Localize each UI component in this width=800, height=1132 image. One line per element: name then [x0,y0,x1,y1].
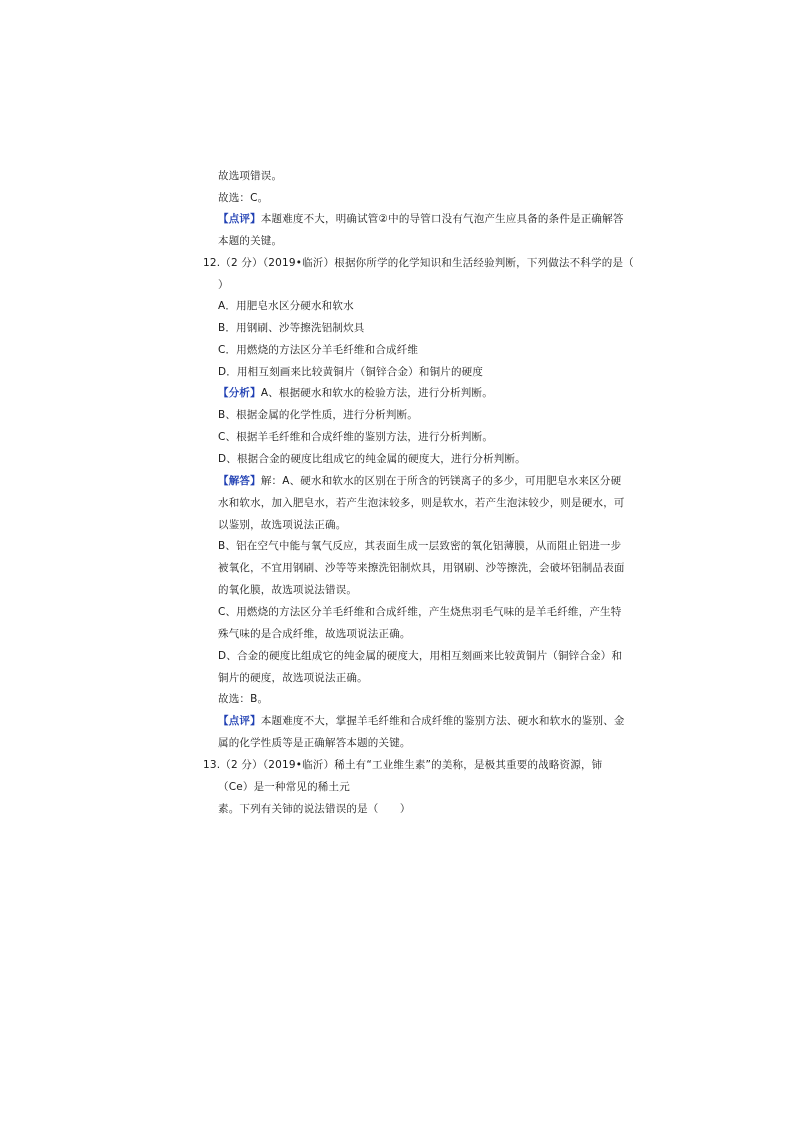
question-12-option-d: D．用相互刻画来比较黄铜片（铜锌合金）和铜片的硬度 [218,366,484,378]
comment-line-1 [218,714,625,728]
prev-comment-line-1 [218,212,624,226]
analysis-line-b: B、根据金属的化学性质，进行分析判断。 [218,409,419,421]
analysis-line-c: C、根据羊毛纤维和合成纤维的鉴别方法，进行分析判断。 [218,431,494,443]
comment-line-2: 属的化学性质等是正确解答本题的关键。 [218,737,411,749]
question-12-option-b: B．用钢刷、沙等擦洗铝制炊具 [218,322,365,334]
question-12-option-c: C．用燃烧的方法区分羊毛纤维和合成纤维 [218,344,419,356]
prev-comment-line-2: 本题的关键。 [218,235,283,247]
analysis-text: A、根据硬水和软水的检验方法，进行分析判断。 [260,387,493,399]
question-13-stem-2: （Ce）是一种常见的稀土元 [218,781,350,793]
answer-line-5: 被氧化，不宜用钢刷、沙等等来擦洗铝制炊具，用钢刷、沙等擦洗，会破坏铝制品表面 [218,562,625,574]
comment-text: 本题难度不大，掌握羊毛纤维和合成纤维的鉴别方法、硬水和软水的鉴别、金 [260,715,625,727]
answer-line-8: 殊气味的是合成纤维，故选项说法正确。 [218,628,411,640]
question-13-stem: 13.（2 分）（2019•临沂）稀土有“工业维生素”的美称，是极其重要的战略资源，铈 [203,759,603,771]
answer-line-6: 的氧化膜，故选项说法错误。 [218,584,358,596]
answer-line-2: 水和软水，加入肥皂水，若产生泡沫较多，则是软水，若产生泡沫较少，则是硬水，可 [218,497,625,509]
question-13-stem-3: 素。下列有关铈的说法错误的是（ ） [218,803,411,815]
answer-line-9: D、合金的硬度比组成它的纯金属的硬度大，用相互刻画来比较黄铜片（铜锌合金）和 [218,650,623,662]
answer-line-1 [218,474,621,488]
comment-tag: 【点评】 [218,715,261,727]
comment-text: 本题难度不大，明确试管②中的导管口没有气泡产生应具备的条件是正确解答 [260,213,624,225]
answer-line-10: 铜片的硬度，故选项说法正确。 [218,672,368,684]
prev-answer-choice: 故选：C。 [218,192,269,204]
answer-tag: 【解答】 [218,475,261,487]
analysis-tag: 【分析】 [218,387,261,399]
comment-tag: 【点评】 [218,213,261,225]
answer-line-3: 以鉴别，故选项说法正确。 [218,519,347,531]
answer-line-7: C、用燃烧的方法区分羊毛纤维和合成纤维，产生烧焦羽毛气味的是羊毛纤维，产生特 [218,606,622,618]
prev-answer-line-1: 故选项错误。 [218,170,283,182]
answer-line-4: B、铝在空气中能与氧气反应，其表面生成一层致密的氧化铝薄膜，从而阻止铝进一步 [218,540,622,552]
answer-text: 解：A、硬水和软水的区别在于所含的钙镁离子的多少，可用肥皂水来区分硬 [260,475,622,487]
question-12-stem-end: ） [218,279,229,291]
analysis-line-d: D、根据合金的硬度比组成它的纯金属的硬度大，进行分析判断。 [218,453,526,465]
question-12-option-a: A．用肥皂水区分硬水和软水 [218,300,354,312]
question-12-stem: 12.（2 分）（2019•临沂）根据你所学的化学知识和生活经验判断，下列做法不科学的是（ [203,257,634,269]
analysis-line-a [218,386,493,400]
answer-choice: 故选：B。 [218,693,269,705]
